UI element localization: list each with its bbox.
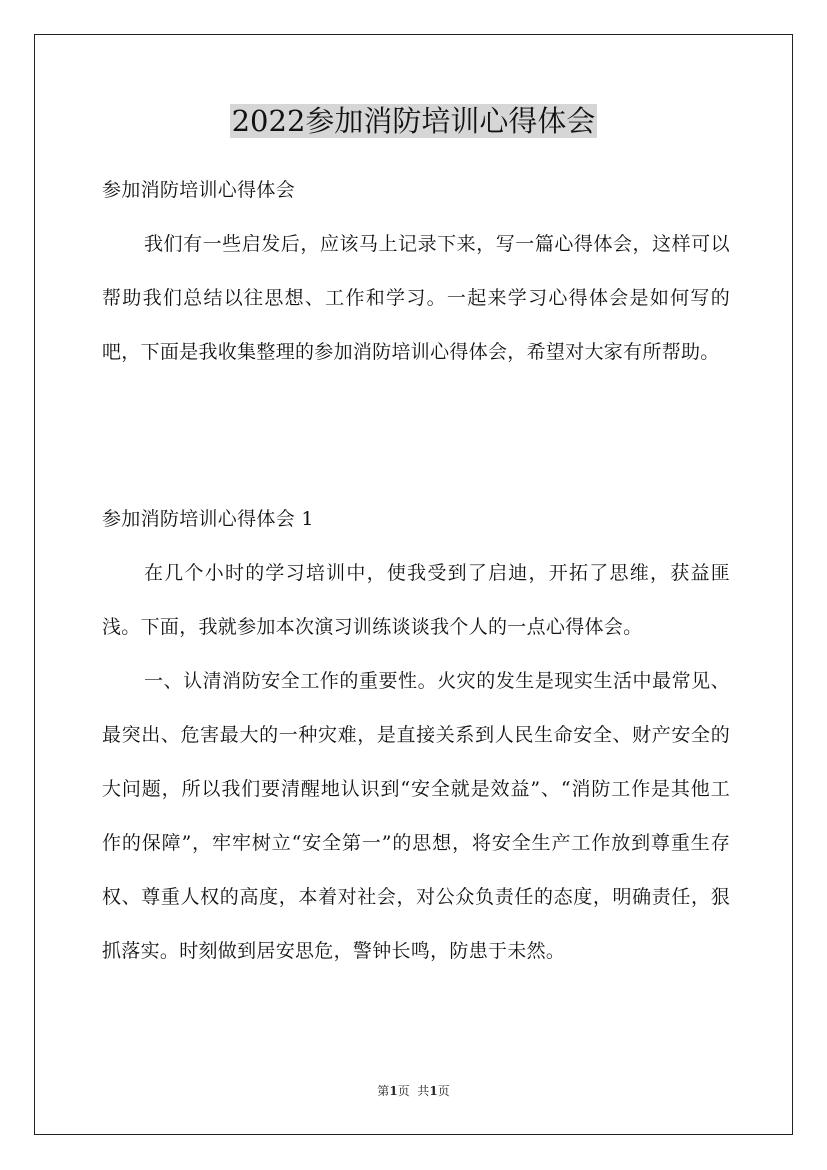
document-body-main [102, 492, 730, 978]
section-heading: 参加消防培训心得体会 [102, 179, 296, 201]
section-heading-1: 参加消防培训心得体会 1 [102, 508, 314, 530]
document-title-text: 2022参加消防培训心得体会 [231, 104, 596, 138]
body-paragraph-1: 在几个小时的学习培训中，使我受到了启迪，开拓了思维，获益匪浅。下面，我就参加本次演习训练谈谈我个人的一点心得体会。 [102, 562, 730, 638]
body-paragraph-2: 一、认清消防安全工作的重要性。火灾的发生是现实生活中最常见、最突出、危害最大的一种灾难，是直接关系到人民生命安全、财产安全的大问题，所以我们要清醒地认识到“安全就是效益”、“消防工作是其他工作的保障”，牢牢树立“安全第一”的思想，将安全生产工作放到尊重生存权、尊重人权的高度，本着对社会，对公众负责任的态度，明确责任，狠抓落实。时刻做到居安思危，警钟长鸣，防患于未然。 [102, 670, 730, 962]
footer-page-current: 1 [389, 1084, 398, 1098]
intro-paragraph: 我们有一些启发后，应该马上记录下来，写一篇心得体会，这样可以帮助我们总结以往思想、工作和学习。一起来学习心得体会是如何写的吧，下面是我收集整理的参加消防培训心得体会，希望对大家有所帮助。 [102, 233, 730, 363]
footer-label-post: 页 [437, 1084, 450, 1098]
document-title [0, 99, 827, 143]
page-footer [0, 1083, 827, 1099]
footer-label-mid: 页 共 [397, 1084, 430, 1098]
document-body-top [102, 163, 730, 379]
footer-page-total: 1 [429, 1084, 438, 1098]
footer-label-pre: 第 [377, 1084, 390, 1098]
